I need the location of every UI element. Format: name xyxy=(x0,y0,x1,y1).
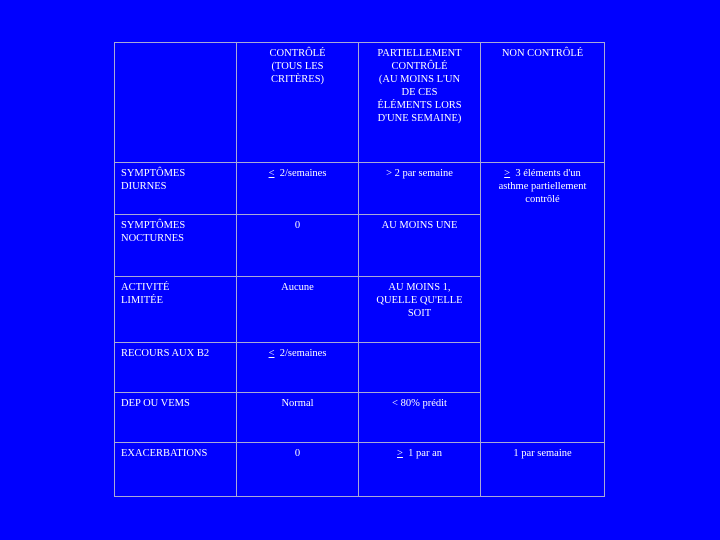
greater-equal-symbol: > xyxy=(397,448,403,459)
cell-exacerbations-uncontrolled: 1 par semaine xyxy=(481,443,605,497)
cell-exacerbations-partial xyxy=(359,443,481,497)
cell-limited-activity-controlled: Aucune xyxy=(237,277,359,343)
asthma-control-table xyxy=(114,42,605,497)
value-day-symptoms-controlled: 2/semaines xyxy=(279,168,327,179)
header-uncontrolled: NON CONTRÔLÉ xyxy=(481,43,605,163)
greater-equal-symbol: > xyxy=(504,168,511,179)
cell-lung-function-partial: < 80% prédit xyxy=(359,393,481,443)
empty-corner-cell xyxy=(115,43,237,163)
row-exacerbations xyxy=(115,443,605,497)
label-day-symptoms: SYMPTÔMES DIURNES xyxy=(115,163,237,215)
cell-day-symptoms-partial: > 2 par semaine xyxy=(359,163,481,215)
row-day-symptoms xyxy=(115,163,605,215)
label-limited-activity: ACTIVITÉ LIMITÉE xyxy=(115,277,237,343)
label-b2-use: RECOURS AUX B2 xyxy=(115,343,237,393)
cell-day-symptoms-controlled xyxy=(237,163,359,215)
header-controlled: CONTRÔLÉ (TOUS LES CRITÈRES) xyxy=(237,43,359,163)
label-lung-function: DEP OU VEMS xyxy=(115,393,237,443)
cell-exacerbations-controlled: 0 xyxy=(237,443,359,497)
label-exacerbations: EXACERBATIONS xyxy=(115,443,237,497)
cell-night-symptoms-partial: AU MOINS UNE xyxy=(359,215,481,277)
less-equal-symbol: < xyxy=(268,348,275,359)
cell-limited-activity-partial: AU MOINS 1, QUELLE QU'ELLE SOIT xyxy=(359,277,481,343)
value-uncontrolled-rule: 3 éléments d'un asthme partiellement contrôlé xyxy=(498,168,587,205)
value-b2-use-controlled: 2/semaines xyxy=(279,348,327,359)
cell-night-symptoms-controlled: 0 xyxy=(237,215,359,277)
less-equal-symbol: < xyxy=(268,168,275,179)
header-row xyxy=(115,43,605,163)
cell-lung-function-controlled: Normal xyxy=(237,393,359,443)
header-partially-controlled: PARTIELLEMENT CONTRÔLÉ (AU MOINS L'UN DE CES ÉLÉMENTS LORS D'UNE SEMAINE) xyxy=(359,43,481,163)
value-exacerbations-partial: 1 par an xyxy=(408,448,442,459)
cell-b2-use-partial xyxy=(359,343,481,393)
label-night-symptoms: SYMPTÔMES NOCTURNES xyxy=(115,215,237,277)
cell-b2-use-controlled xyxy=(237,343,359,393)
cell-uncontrolled-rule xyxy=(481,163,605,443)
